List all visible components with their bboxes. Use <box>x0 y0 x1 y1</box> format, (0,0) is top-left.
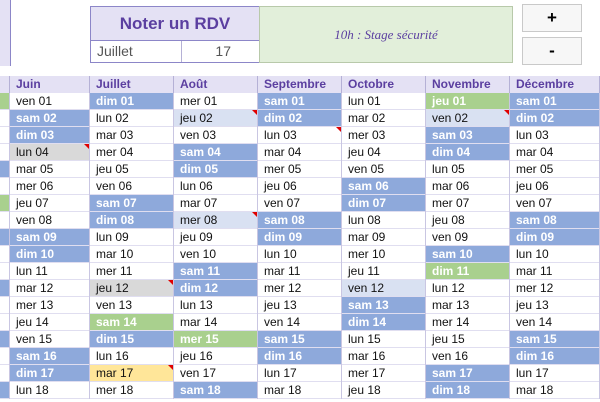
day-cell[interactable]: jeu 01 <box>426 93 509 110</box>
day-cell[interactable]: ven 01 <box>10 93 89 110</box>
day-cell[interactable]: sam 15 <box>510 331 599 348</box>
day-cell[interactable]: jeu 05 <box>90 161 173 178</box>
day-cell[interactable] <box>0 280 9 297</box>
day-cell[interactable]: dim 11 <box>426 263 509 280</box>
rdv-date-row <box>91 41 259 62</box>
plus-button[interactable]: + <box>522 4 582 32</box>
day-cell[interactable]: mer 18 <box>90 382 173 399</box>
day-cell[interactable]: mar 04 <box>510 144 599 161</box>
day-cell[interactable]: ven 09 <box>426 229 509 246</box>
minus-button[interactable]: - <box>522 37 582 65</box>
day-cell[interactable]: lun 09 <box>90 229 173 246</box>
rdv-title: Noter un RDV <box>91 7 259 41</box>
month-header: Décembre <box>510 76 600 93</box>
appointment-note[interactable] <box>259 6 513 63</box>
day-cell[interactable]: lun 06 <box>174 178 257 195</box>
day-cell[interactable]: ven 12 <box>342 280 425 297</box>
day-cell[interactable]: sam 04 <box>174 144 257 161</box>
month-column <box>90 93 174 399</box>
day-cell[interactable]: jeu 16 <box>174 348 257 365</box>
day-cell[interactable]: dim 09 <box>258 229 341 246</box>
calendar-grid <box>0 76 600 399</box>
day-cell[interactable]: lun 12 <box>426 280 509 297</box>
day-cell[interactable]: jeu 09 <box>174 229 257 246</box>
day-cell[interactable]: sam 03 <box>426 127 509 144</box>
day-cell[interactable]: mar 10 <box>90 246 173 263</box>
day-cell[interactable]: ven 14 <box>510 314 599 331</box>
day-cell[interactable]: mar 02 <box>342 110 425 127</box>
day-cell[interactable]: sam 08 <box>510 212 599 229</box>
day-cell[interactable]: lun 01 <box>342 93 425 110</box>
day-cell[interactable]: mar 12 <box>10 280 89 297</box>
month-column <box>510 93 600 399</box>
day-cell[interactable]: sam 16 <box>10 348 89 365</box>
month-column <box>258 93 342 399</box>
day-cell[interactable]: mar 03 <box>90 127 173 144</box>
month-header <box>0 76 10 93</box>
day-cell[interactable]: jeu 02 <box>174 110 257 127</box>
day-cell[interactable]: ven 07 <box>510 195 599 212</box>
day-cell[interactable] <box>0 331 9 348</box>
day-cell[interactable]: ven 13 <box>90 297 173 314</box>
month-header: Juin <box>10 76 90 93</box>
day-cell[interactable]: mer 01 <box>174 93 257 110</box>
calendar-body <box>0 93 600 399</box>
day-cell[interactable]: sam 09 <box>10 229 89 246</box>
month-header: Août <box>174 76 258 93</box>
day-cell[interactable]: sam 02 <box>10 110 89 127</box>
day-cell[interactable]: lun 10 <box>258 246 341 263</box>
day-cell[interactable]: jeu 07 <box>10 195 89 212</box>
day-cell[interactable]: mar 05 <box>10 161 89 178</box>
day-cell[interactable] <box>0 365 9 382</box>
month-column <box>342 93 426 399</box>
appointment-note-text: 10h : Stage sécurité <box>334 26 438 42</box>
day-cell[interactable] <box>0 246 9 263</box>
day-cell[interactable]: mer 07 <box>426 195 509 212</box>
day-cell[interactable]: dim 02 <box>258 110 341 127</box>
month-header: Juillet <box>90 76 174 93</box>
day-cell[interactable]: mer 08 <box>174 212 257 229</box>
day-cell[interactable]: dim 09 <box>510 229 599 246</box>
day-cell[interactable] <box>0 93 9 110</box>
rdv-day-field[interactable]: 17 <box>215 43 231 59</box>
day-cell[interactable] <box>0 229 9 246</box>
day-cell[interactable]: sam 06 <box>342 178 425 195</box>
day-cell[interactable]: jeu 15 <box>426 331 509 348</box>
day-cell[interactable]: jeu 18 <box>342 382 425 399</box>
day-cell[interactable]: jeu 06 <box>258 178 341 195</box>
day-cell[interactable] <box>0 161 9 178</box>
day-cell[interactable]: lun 16 <box>90 348 173 365</box>
day-cell[interactable]: dim 12 <box>174 280 257 297</box>
day-cell[interactable]: mar 18 <box>258 382 341 399</box>
day-cell[interactable]: ven 17 <box>174 365 257 382</box>
day-cell[interactable]: sam 10 <box>426 246 509 263</box>
day-cell[interactable]: jeu 13 <box>510 297 599 314</box>
day-cell[interactable]: mar 13 <box>426 297 509 314</box>
day-cell[interactable]: mer 17 <box>342 365 425 382</box>
day-cell[interactable]: lun 03 <box>510 127 599 144</box>
day-cell[interactable]: dim 02 <box>510 110 599 127</box>
day-cell[interactable]: sam 08 <box>258 212 341 229</box>
day-cell[interactable]: mar 04 <box>258 144 341 161</box>
day-cell[interactable]: lun 02 <box>90 110 173 127</box>
day-cell[interactable]: mer 04 <box>90 144 173 161</box>
day-cell[interactable]: lun 15 <box>342 331 425 348</box>
month-header: Septembre <box>258 76 342 93</box>
day-cell[interactable]: mar 14 <box>174 314 257 331</box>
day-cell[interactable]: mer 11 <box>90 263 173 280</box>
day-cell[interactable]: jeu 12 <box>90 280 173 297</box>
rdv-month-field[interactable]: Juillet <box>91 41 182 62</box>
day-cell[interactable]: mar 11 <box>510 263 599 280</box>
day-cell[interactable]: lun 10 <box>510 246 599 263</box>
month-column <box>0 93 10 399</box>
day-cell[interactable] <box>0 127 9 144</box>
day-cell[interactable]: sam 01 <box>258 93 341 110</box>
day-cell[interactable]: mer 12 <box>258 280 341 297</box>
day-cell[interactable] <box>0 195 9 212</box>
month-column <box>10 93 90 399</box>
day-cell[interactable]: dim 01 <box>90 93 173 110</box>
day-cell[interactable] <box>0 178 9 195</box>
day-cell[interactable]: mer 06 <box>10 178 89 195</box>
day-cell[interactable]: sam 14 <box>90 314 173 331</box>
day-cell[interactable]: jeu 11 <box>342 263 425 280</box>
day-cell[interactable]: sam 18 <box>174 382 257 399</box>
day-cell[interactable]: mar 07 <box>174 195 257 212</box>
day-cell[interactable]: mar 18 <box>510 382 599 399</box>
day-cell[interactable]: ven 05 <box>342 161 425 178</box>
month-column <box>174 93 258 399</box>
month-column <box>426 93 510 399</box>
day-cell[interactable]: lun 17 <box>258 365 341 382</box>
day-cell[interactable]: dim 18 <box>426 382 509 399</box>
day-cell[interactable]: jeu 14 <box>10 314 89 331</box>
day-cell[interactable]: lun 04 <box>10 144 89 161</box>
day-cell[interactable]: mar 17 <box>90 365 173 382</box>
day-cell[interactable]: dim 14 <box>342 314 425 331</box>
day-cell[interactable]: jeu 08 <box>426 212 509 229</box>
day-cell[interactable]: mer 14 <box>426 314 509 331</box>
day-cell[interactable]: sam 13 <box>342 297 425 314</box>
day-cell[interactable]: dim 04 <box>426 144 509 161</box>
day-cell[interactable]: mer 15 <box>174 331 257 348</box>
day-cell[interactable] <box>0 144 9 161</box>
day-cell[interactable]: ven 08 <box>10 212 89 229</box>
month-header: Octobre <box>342 76 426 93</box>
day-cell[interactable]: mer 03 <box>342 127 425 144</box>
day-cell[interactable]: sam 11 <box>174 263 257 280</box>
day-cell[interactable]: dim 08 <box>90 212 173 229</box>
day-cell[interactable]: mar 11 <box>258 263 341 280</box>
day-cell[interactable] <box>0 297 9 314</box>
day-cell[interactable]: sam 17 <box>426 365 509 382</box>
day-cell[interactable]: dim 03 <box>10 127 89 144</box>
day-cell[interactable]: dim 15 <box>90 331 173 348</box>
day-cell[interactable]: dim 07 <box>342 195 425 212</box>
day-cell[interactable]: dim 10 <box>10 246 89 263</box>
day-cell[interactable]: jeu 13 <box>258 297 341 314</box>
day-cell[interactable]: dim 16 <box>510 348 599 365</box>
month-header-row <box>0 76 600 93</box>
day-cell[interactable]: dim 05 <box>174 161 257 178</box>
day-cell[interactable]: ven 15 <box>10 331 89 348</box>
day-cell[interactable]: lun 03 <box>258 127 341 144</box>
day-cell[interactable]: jeu 06 <box>510 178 599 195</box>
day-cell[interactable]: lun 13 <box>174 297 257 314</box>
day-cell[interactable] <box>0 314 9 331</box>
day-cell[interactable]: mer 13 <box>10 297 89 314</box>
day-cell[interactable]: mar 16 <box>342 348 425 365</box>
day-cell[interactable]: ven 02 <box>426 110 509 127</box>
day-cell[interactable]: lun 17 <box>510 365 599 382</box>
day-cell[interactable]: ven 10 <box>174 246 257 263</box>
day-cell[interactable]: lun 11 <box>10 263 89 280</box>
day-cell[interactable]: mer 05 <box>258 161 341 178</box>
day-cell[interactable]: lun 08 <box>342 212 425 229</box>
day-cell[interactable] <box>0 212 9 229</box>
day-cell[interactable]: mar 09 <box>342 229 425 246</box>
day-cell[interactable]: sam 15 <box>258 331 341 348</box>
day-cell[interactable]: mer 05 <box>510 161 599 178</box>
day-cell[interactable]: sam 01 <box>510 93 599 110</box>
rdv-panel <box>90 6 260 63</box>
day-cell[interactable]: dim 16 <box>258 348 341 365</box>
day-cell[interactable]: sam 07 <box>90 195 173 212</box>
day-cell[interactable]: jeu 04 <box>342 144 425 161</box>
day-cell[interactable]: ven 14 <box>258 314 341 331</box>
day-cell[interactable]: mar 06 <box>426 178 509 195</box>
day-cell[interactable]: mer 12 <box>510 280 599 297</box>
day-cell[interactable] <box>0 348 9 365</box>
day-cell[interactable]: lun 05 <box>426 161 509 178</box>
day-cell[interactable]: mer 10 <box>342 246 425 263</box>
day-cell[interactable]: ven 07 <box>258 195 341 212</box>
day-cell[interactable] <box>0 382 9 399</box>
day-cell[interactable] <box>0 263 9 280</box>
day-cell[interactable]: ven 06 <box>90 178 173 195</box>
day-cell[interactable]: ven 16 <box>426 348 509 365</box>
day-cell[interactable]: ven 03 <box>174 127 257 144</box>
left-panel-edge <box>0 0 11 66</box>
day-cell[interactable]: dim 17 <box>10 365 89 382</box>
day-cell[interactable]: lun 18 <box>10 382 89 399</box>
day-cell[interactable] <box>0 110 9 127</box>
month-header: Novembre <box>426 76 510 93</box>
